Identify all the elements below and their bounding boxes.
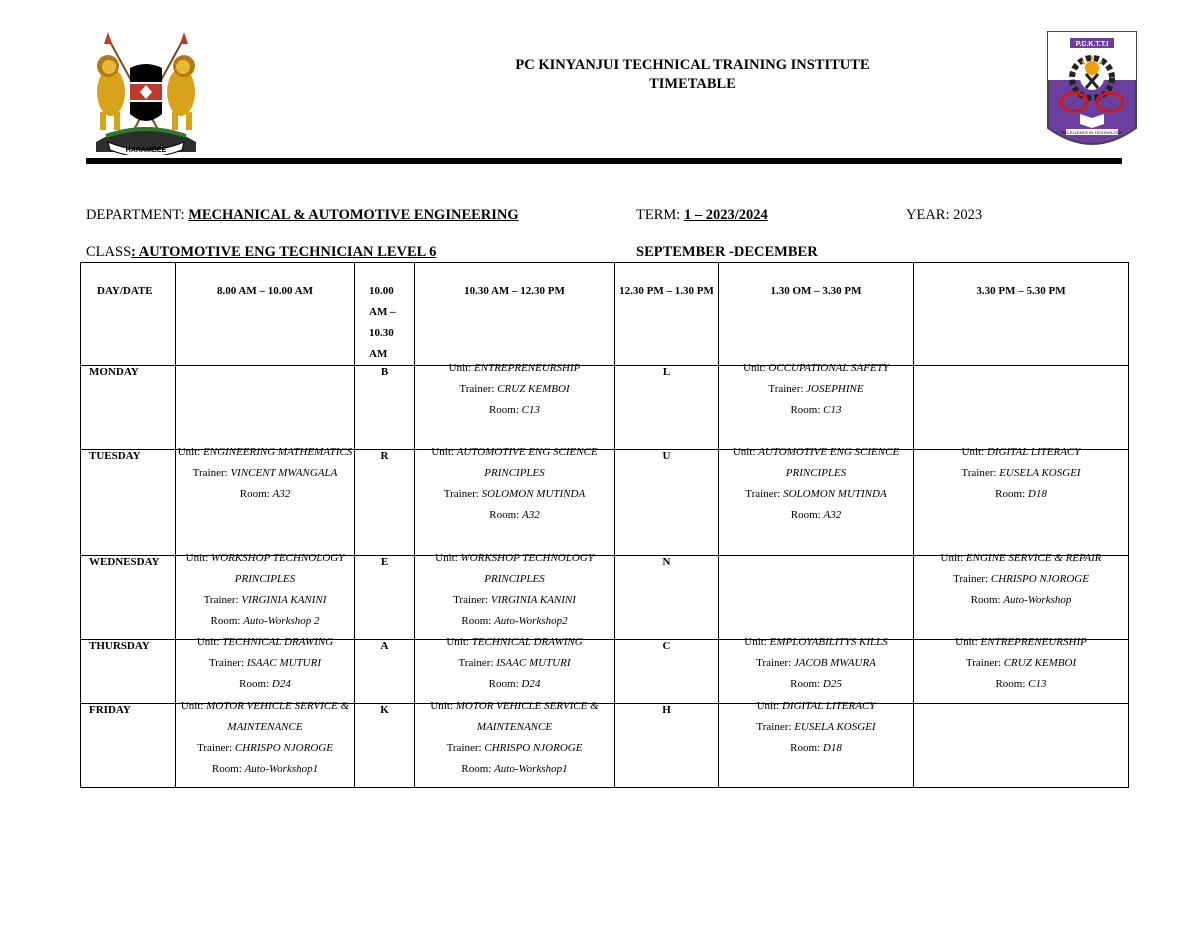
session-trainer (176, 590, 354, 611)
session-trainer-value: VIRGINIA KANINI (490, 594, 576, 606)
session-room-value: Auto-Workshop (1003, 594, 1072, 606)
session-trainer-label: Trainer: (756, 657, 794, 669)
session-trainer-label: Trainer: (197, 742, 235, 754)
col-header-slot4: 3.30 PM – 5.30 PM (914, 263, 1129, 366)
session-trainer (176, 463, 354, 484)
session-trainer (415, 484, 614, 505)
session-trainer-label: Trainer: (446, 742, 485, 754)
session-cell (719, 700, 914, 788)
session-trainer-label: Trainer: (458, 657, 497, 669)
session-room (176, 759, 354, 780)
session-room-value: D18 (1027, 488, 1047, 500)
session-room-label: Room: (488, 404, 522, 416)
term-label: TERM: (636, 207, 681, 223)
session-trainer (914, 463, 1128, 484)
session-room (415, 505, 614, 526)
session-unit-label: Unit: (961, 446, 987, 458)
session-cell (914, 446, 1129, 556)
session-trainer-value: EUSELA KOSGEI (794, 721, 876, 733)
session-unit-label: Unit: (744, 636, 770, 648)
department-value: MECHANICAL & AUTOMOTIVE ENGINEERING (188, 207, 519, 223)
timetable (80, 262, 1129, 788)
lunch-letter: H (615, 704, 719, 788)
department-label: DEPARTMENT: (86, 207, 185, 223)
session-room-value: C13 (823, 404, 842, 416)
session-trainer-value: CRUZ KEMBOI (1003, 657, 1077, 669)
session-room-value: Auto-Workshop1 (244, 763, 319, 775)
session-unit (719, 358, 913, 379)
session-trainer-label: Trainer: (745, 488, 784, 500)
session-unit-label: Unit: (940, 552, 966, 564)
class-label: CLASS (86, 244, 132, 260)
session-room-value: Auto-Workshop2 (494, 615, 568, 627)
session-unit-label: Unit: (448, 362, 475, 374)
session-trainer-value: ISAAC MUTURI (496, 657, 571, 669)
session-cell (719, 636, 914, 704)
timetable-body (81, 362, 1129, 788)
session-room-value: A32 (521, 509, 540, 521)
session-trainer-label: Trainer: (443, 488, 482, 500)
break-letter: B (355, 366, 415, 450)
table-row (81, 450, 1129, 556)
session-room-value: C13 (1028, 678, 1047, 690)
session-cell (176, 552, 355, 640)
day-label: THURSDAY (81, 640, 176, 704)
lion-right-icon (167, 55, 195, 130)
session-room-label: Room: (210, 615, 244, 627)
session-room-value: A32 (823, 509, 842, 521)
session-unit (176, 548, 354, 590)
session-unit-value: AUTOMOTIVE ENG SCIENCE PRINCIPLES (758, 446, 900, 479)
session-trainer (914, 653, 1128, 674)
session-trainer-label: Trainer: (953, 573, 991, 585)
session-unit (415, 548, 614, 590)
document-header (380, 56, 1005, 94)
session-room-value: Auto-Workshop 2 (243, 615, 320, 627)
session-unit-label: Unit: (196, 636, 223, 648)
session-trainer-label: Trainer: (965, 657, 1004, 669)
session-trainer-value: SOLOMON MUTINDA (783, 488, 887, 500)
col-header-slot3: 1.30 OM – 3.30 PM (719, 263, 914, 366)
session-unit (176, 632, 354, 653)
lion-left-icon (97, 55, 125, 130)
session-unit-label: Unit: (756, 700, 782, 712)
session-unit (914, 632, 1128, 653)
break-letter: A (355, 640, 415, 704)
session-unit-value: ENGINE SERVICE & REPAIR (965, 552, 1102, 564)
col-header-break1: 10.00 AM – 10.30 AM (355, 263, 415, 366)
session-unit (176, 696, 354, 738)
session-cell (914, 552, 1129, 640)
session-room-label: Room: (790, 678, 823, 690)
session-cell (176, 636, 355, 704)
session-room (176, 674, 354, 695)
session-room-value: D24 (521, 678, 541, 690)
session-trainer-value: CHRISPO NJOROGE (484, 742, 583, 754)
session-room (719, 505, 913, 526)
day-label: MONDAY (81, 366, 176, 450)
session-trainer-label: Trainer: (208, 657, 247, 669)
lunch-letter: C (615, 640, 719, 704)
period-text: SEPTEMBER -DECEMBER (636, 244, 818, 260)
session-trainer-label: Trainer: (756, 721, 795, 733)
session-room (176, 611, 354, 632)
session-room-label: Room: (488, 678, 522, 690)
session-unit-label: Unit: (435, 552, 461, 564)
term-value: 1 – 2023/2024 (683, 207, 768, 223)
session-trainer (914, 569, 1128, 590)
session-room (914, 484, 1128, 505)
session-room-label: Room: (970, 594, 1004, 606)
session-trainer-value: EUSELA KOSGEI (999, 467, 1081, 479)
lunch-letter: N (615, 556, 719, 640)
session-unit (176, 442, 354, 463)
session-unit-value: AUTOMOTIVE ENG SCIENCE PRINCIPLES (456, 446, 598, 479)
table-row (81, 366, 1129, 450)
session-unit (914, 548, 1128, 569)
session-cell (719, 556, 914, 640)
session-room (176, 484, 354, 505)
session-trainer-value: VIRGINIA KANINI (241, 594, 327, 606)
session-trainer-label: Trainer: (203, 594, 242, 606)
session-unit (914, 442, 1128, 463)
session-unit-label: Unit: (431, 446, 457, 458)
session-trainer-value: JACOB MWAURA (793, 657, 876, 669)
session-cell (176, 366, 355, 450)
session-unit-label: Unit: (446, 636, 472, 648)
coat-motto: HARAMBEE (125, 147, 167, 154)
coat-of-arms-logo (86, 30, 206, 155)
session-unit (719, 442, 913, 484)
session-room-label: Room: (239, 488, 273, 500)
session-room-value: C13 (521, 404, 541, 416)
session-unit-label: Unit: (743, 362, 769, 374)
session-unit-value: MOTOR VEHICLE SERVICE & MAINTENANCE (206, 700, 350, 733)
session-unit (719, 696, 913, 717)
session-cell (719, 446, 914, 556)
session-room (415, 674, 614, 695)
session-room-label: Room: (995, 488, 1028, 500)
session-room (719, 738, 913, 759)
session-cell (914, 636, 1129, 704)
session-room-label: Room: (995, 678, 1029, 690)
session-cell (176, 446, 355, 556)
session-unit (415, 358, 614, 379)
session-room (914, 590, 1128, 611)
table-row (81, 640, 1129, 704)
session-trainer-value: CHRISPO NJOROGE (234, 742, 333, 754)
session-room (415, 400, 614, 421)
break-letter: R (355, 450, 415, 556)
session-unit (415, 442, 614, 484)
session-unit (719, 632, 913, 653)
logo-motto: EXCELLENCE IN TECHNOLOGY (1061, 130, 1123, 135)
col-header-slot1: 8.00 AM – 10.00 AM (176, 263, 355, 366)
term-line (636, 207, 768, 224)
session-unit-label: Unit: (185, 552, 212, 564)
session-trainer (415, 653, 614, 674)
session-trainer-value: JOSEPHINE (806, 383, 864, 395)
session-trainer-value: CRUZ KEMBOI (497, 383, 570, 395)
class-value: : AUTOMOTIVE ENG TECHNICIAN LEVEL 6 (131, 244, 437, 260)
session-unit (415, 632, 614, 653)
session-cell (914, 704, 1129, 788)
session-trainer-value: VINCENT MWANGALA (230, 467, 338, 479)
session-unit-value: ENGINEERING MATHEMATICS (203, 446, 353, 458)
session-room-label: Room: (461, 763, 495, 775)
session-trainer-label: Trainer: (768, 383, 807, 395)
header-divider (86, 158, 1122, 164)
session-unit-label: Unit: (430, 700, 456, 712)
header-row (81, 263, 1129, 366)
session-room (415, 611, 614, 632)
table-row (81, 704, 1129, 788)
session-trainer-label: Trainer: (459, 383, 498, 395)
session-unit-label: Unit: (177, 446, 204, 458)
session-trainer-value: SOLOMON MUTINDA (481, 488, 586, 500)
session-unit-value: EMPLOYABILITYS KILLS (769, 636, 888, 648)
session-trainer (719, 717, 913, 738)
session-trainer-label: Trainer: (453, 594, 491, 606)
session-room-value: D24 (271, 678, 291, 690)
session-unit-value: TECHNICAL DRAWING (222, 636, 334, 648)
session-cell (415, 700, 615, 788)
session-cell (719, 362, 914, 450)
session-room-label: Room: (790, 742, 823, 754)
session-room-label: Room: (489, 509, 522, 521)
session-room-label: Room: (239, 678, 272, 690)
session-trainer-label: Trainer: (961, 467, 1000, 479)
session-unit-value: DIGITAL LITERACY (986, 446, 1081, 458)
session-trainer (176, 738, 354, 759)
session-trainer (176, 653, 354, 674)
session-room (415, 759, 614, 780)
session-trainer-value: ISAAC MUTURI (246, 657, 322, 669)
session-unit-value: ENTREPRENEURSHIP (474, 362, 581, 374)
lunch-letter: L (615, 366, 719, 450)
institute-name: PC KINYANJUI TECHNICAL TRAINING INSTITUTE (515, 57, 870, 73)
year-text: YEAR: 2023 (906, 207, 983, 223)
session-trainer (415, 590, 614, 611)
day-label: TUESDAY (81, 450, 176, 556)
session-room-value: D25 (822, 678, 842, 690)
session-unit-label: Unit: (180, 700, 207, 712)
session-unit-value: MOTOR VEHICLE SERVICE & MAINTENANCE (455, 700, 599, 733)
session-room-value: Auto-Workshop1 (494, 763, 568, 775)
table-row (81, 556, 1129, 640)
session-room-label: Room: (790, 509, 824, 521)
col-header-day: DAY/DATE (81, 263, 176, 366)
session-trainer (719, 484, 913, 505)
session-trainer (415, 379, 614, 400)
session-unit-value: OCCUPATIONAL SAFETY (768, 362, 889, 374)
session-room (719, 400, 913, 421)
session-room (914, 674, 1128, 695)
lunch-letter: U (615, 450, 719, 556)
session-room-value: A32 (272, 488, 291, 500)
session-unit (415, 696, 614, 738)
session-room-label: Room: (790, 404, 824, 416)
session-unit-value: WORKSHOP TECHNOLOGY PRINCIPLES (211, 552, 345, 585)
session-trainer-label: Trainer: (192, 467, 231, 479)
session-cell (415, 636, 615, 704)
session-trainer-value: CHRISPO NJOROGE (990, 573, 1089, 585)
session-cell (914, 366, 1129, 450)
session-trainer (719, 653, 913, 674)
department-line (86, 207, 519, 224)
session-cell (415, 552, 615, 640)
session-unit-value: DIGITAL LITERACY (781, 700, 876, 712)
session-room (719, 674, 913, 695)
session-unit-value: WORKSHOP TECHNOLOGY PRINCIPLES (460, 552, 594, 585)
session-room-value: D18 (822, 742, 842, 754)
session-trainer (415, 738, 614, 759)
session-cell (415, 362, 615, 450)
break-letter: K (355, 704, 415, 788)
session-cell (415, 446, 615, 556)
session-unit-label: Unit: (732, 446, 759, 458)
shield-icon (130, 64, 162, 121)
col-header-lunch: 12.30 PM – 1.30 PM (615, 263, 719, 366)
col-header-slot2: 10.30 AM – 12.30 PM (415, 263, 615, 366)
break-letter: E (355, 556, 415, 640)
institute-logo (1044, 28, 1140, 156)
day-label: WEDNESDAY (81, 556, 176, 640)
session-room-label: Room: (211, 763, 245, 775)
session-room-label: Room: (461, 615, 495, 627)
day-label: FRIDAY (81, 704, 176, 788)
session-unit-value: TECHNICAL DRAWING (471, 636, 583, 648)
session-unit-label: Unit: (955, 636, 981, 648)
document-title: TIMETABLE (649, 76, 736, 92)
session-cell (176, 700, 355, 788)
session-trainer (719, 379, 913, 400)
logo-initials: P.C.K.T.T.I (1075, 41, 1109, 48)
class-line (86, 244, 436, 261)
session-unit-value: ENTREPRENEURSHIP (980, 636, 1087, 648)
